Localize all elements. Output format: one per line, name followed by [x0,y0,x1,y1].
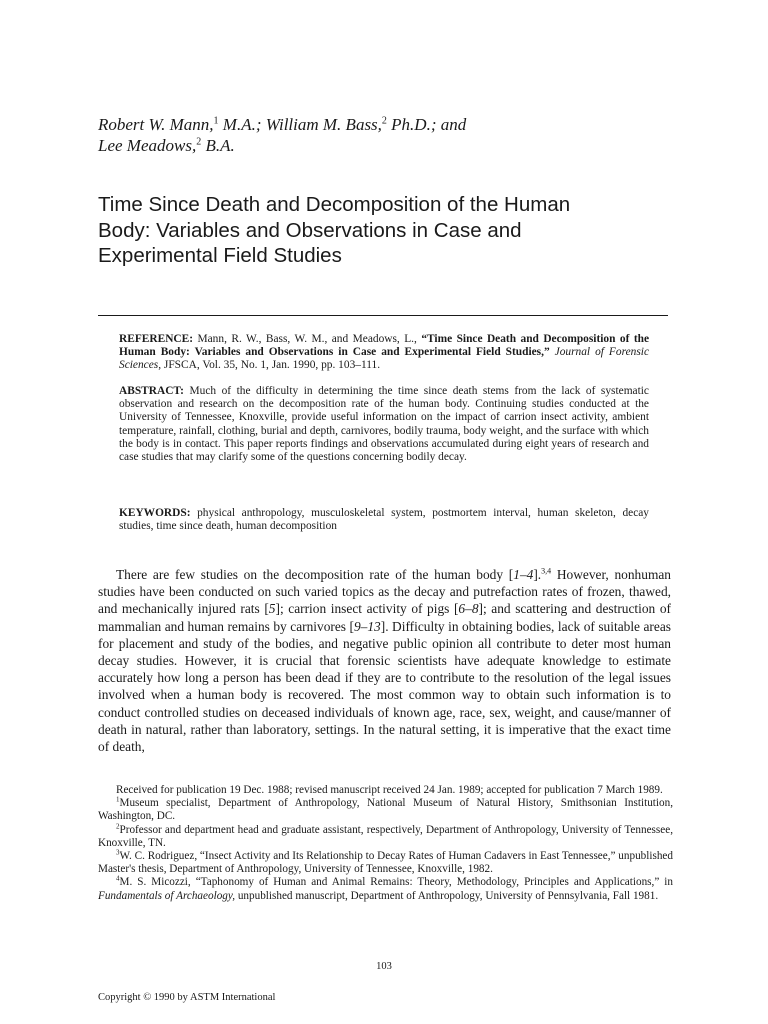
keywords-block [119,507,649,533]
title-line: Time Since Death and Decomposition of the Human [98,193,571,216]
footnote [98,821,673,850]
footnotes [98,784,673,903]
keywords-text: physical anthropology, musculoskeletal system, postmortem interval, human skeleton, decay studies, time since death, human decomposition [119,507,649,533]
reference-block [119,333,649,373]
affiliation-marker: 1 [213,115,219,127]
reference-authors: Mann, R. W., Bass, W. M., and Meadows, L., [193,333,422,345]
reference-details: JFSCA, Vol. 35, No. 1, Jan. 1990, pp. 103–111. [161,359,381,372]
footnote-marker: 4 [116,874,120,883]
keywords-label: KEYWORDS: [119,507,191,519]
reference-label: REFERENCE: [119,333,194,345]
footnote-book-title: Fundamentals of Archaeology, [98,889,236,902]
divider-rule [98,315,668,316]
footnote-marker: 3 [116,848,120,857]
author-name: William M. Bass, [261,115,382,134]
body-text-run: There are few studies on the decomposition rate of the human body [ [116,567,514,582]
author-degree: Ph.D.; and [386,115,467,134]
footnote-text: Museum specialist, Department of Anthropology, National Museum of Natural History, Smithsonian Institution, Washington, DC. [98,797,673,823]
footnote-marker: 2 [116,821,120,830]
footnote-text: M. S. Micozzi, “Taphonomy of Human and Animal Remains: Theory, Methodology, Principles and Applications,” in [119,876,673,889]
footnote-marker: 1 [116,795,120,804]
copyright-notice: Copyright © 1990 by ASTM International [98,992,276,1003]
author-degree: M.A.; [218,115,262,134]
abstract-text: Much of the difficulty in determining the time since death stems from the lack of systematic observation and research on the decomposition rate of the human body. Continuing studies conducted at the University of Tennessee, Knoxville, provide useful information on the impact of carrion insect activity, ambient temperature, rainfall, clothing, burial and depth, carnivores, bodily trauma, body weight, and the surface with which the body is in contact. This paper reports findings and observations accumulated during eight years of research and case studies that may clarify some of the questions concerning bodily decay. [119,385,649,464]
citation: 1–4 [513,567,534,582]
citation: 9–13 [353,618,381,634]
affiliation-marker: 2 [381,115,387,127]
author-name: Robert W. Mann, [98,115,214,134]
footnote [98,876,673,902]
footnote-text: W. C. Rodriguez, “Insect Activity and Its Relationship to Decay Rates of Human Cadavers in East Tennessee,” unpublished Master's thesis, Department of Anthropology, University of Tennessee, Knoxville, 1982. [98,850,673,876]
footnote-text: unpublished manuscript, Department of Anthropology, University of Pennsylvania, Fall 1981. [235,889,659,902]
page-number: 103 [376,961,392,972]
title-line: Body: Variables and Observations in Case and [98,218,522,242]
body-text-run: ]; and scattering and destruction of mammalian and human remains by carnivores [ [98,601,671,634]
footnote-text: Professor and department head and graduate assistant, respectively, Department of Anthropology, University of Tennessee, Knoxville, TN. [98,823,673,849]
affiliation-marker: 2 [196,136,202,148]
author-degree: B.A. [201,136,235,155]
body-text-run: ]; carrion insect activity of pigs [ [275,601,459,617]
citation: 5 [268,601,276,617]
footnote [98,797,673,823]
received-note: Received for publication 19 Dec. 1988; revised manuscript received 24 Jan. 1989; accepted for publication 7 March 1989. [116,784,663,796]
body-text-run: ]. [533,567,542,582]
reference-journal: Journal of Forensic Sciences, [119,346,650,372]
footnote-marker: 3,4 [541,566,552,576]
author-list [98,114,658,156]
body-paragraph [98,566,671,755]
abstract-label: ABSTRACT: [119,385,184,397]
reference-title: “Time Since Death and Decomposition of the Human Body: Variables and Observations in Case and Experimental Field Studies,” [119,333,650,359]
body-text-run: ]. Difficulty in obtaining bodies, lack of suitable areas for placement and study of the bodies, and negative public opinion all contribute to deter most human decay studies. However, it is crucial that forensic scientists have adequate knowledge to estimate accurately how long a person has been dead if they are to contribute to the resolution of the legal issues involved when a human body is recovered. The most common way to obtain such information is to conduct controlled studies on deceased individuals of known age, race, sex, weight, and cause/manner of death in natural, rather than laboratory, settings. In the natural setting, it is imperative that the exact time of death, [98,618,671,755]
footnote [98,850,673,876]
body-text-run: However, nonhuman studies have been conducted on such varied topics as the decay and putrefaction rates of frozen, thawed, and mechanically injured rats [ [98,567,671,617]
author-name: Lee Meadows, [98,136,197,155]
abstract-block [119,385,649,464]
citation: 6–8 [458,601,479,617]
paper-title [98,192,678,269]
title-line: Experimental Field Studies [98,244,342,267]
